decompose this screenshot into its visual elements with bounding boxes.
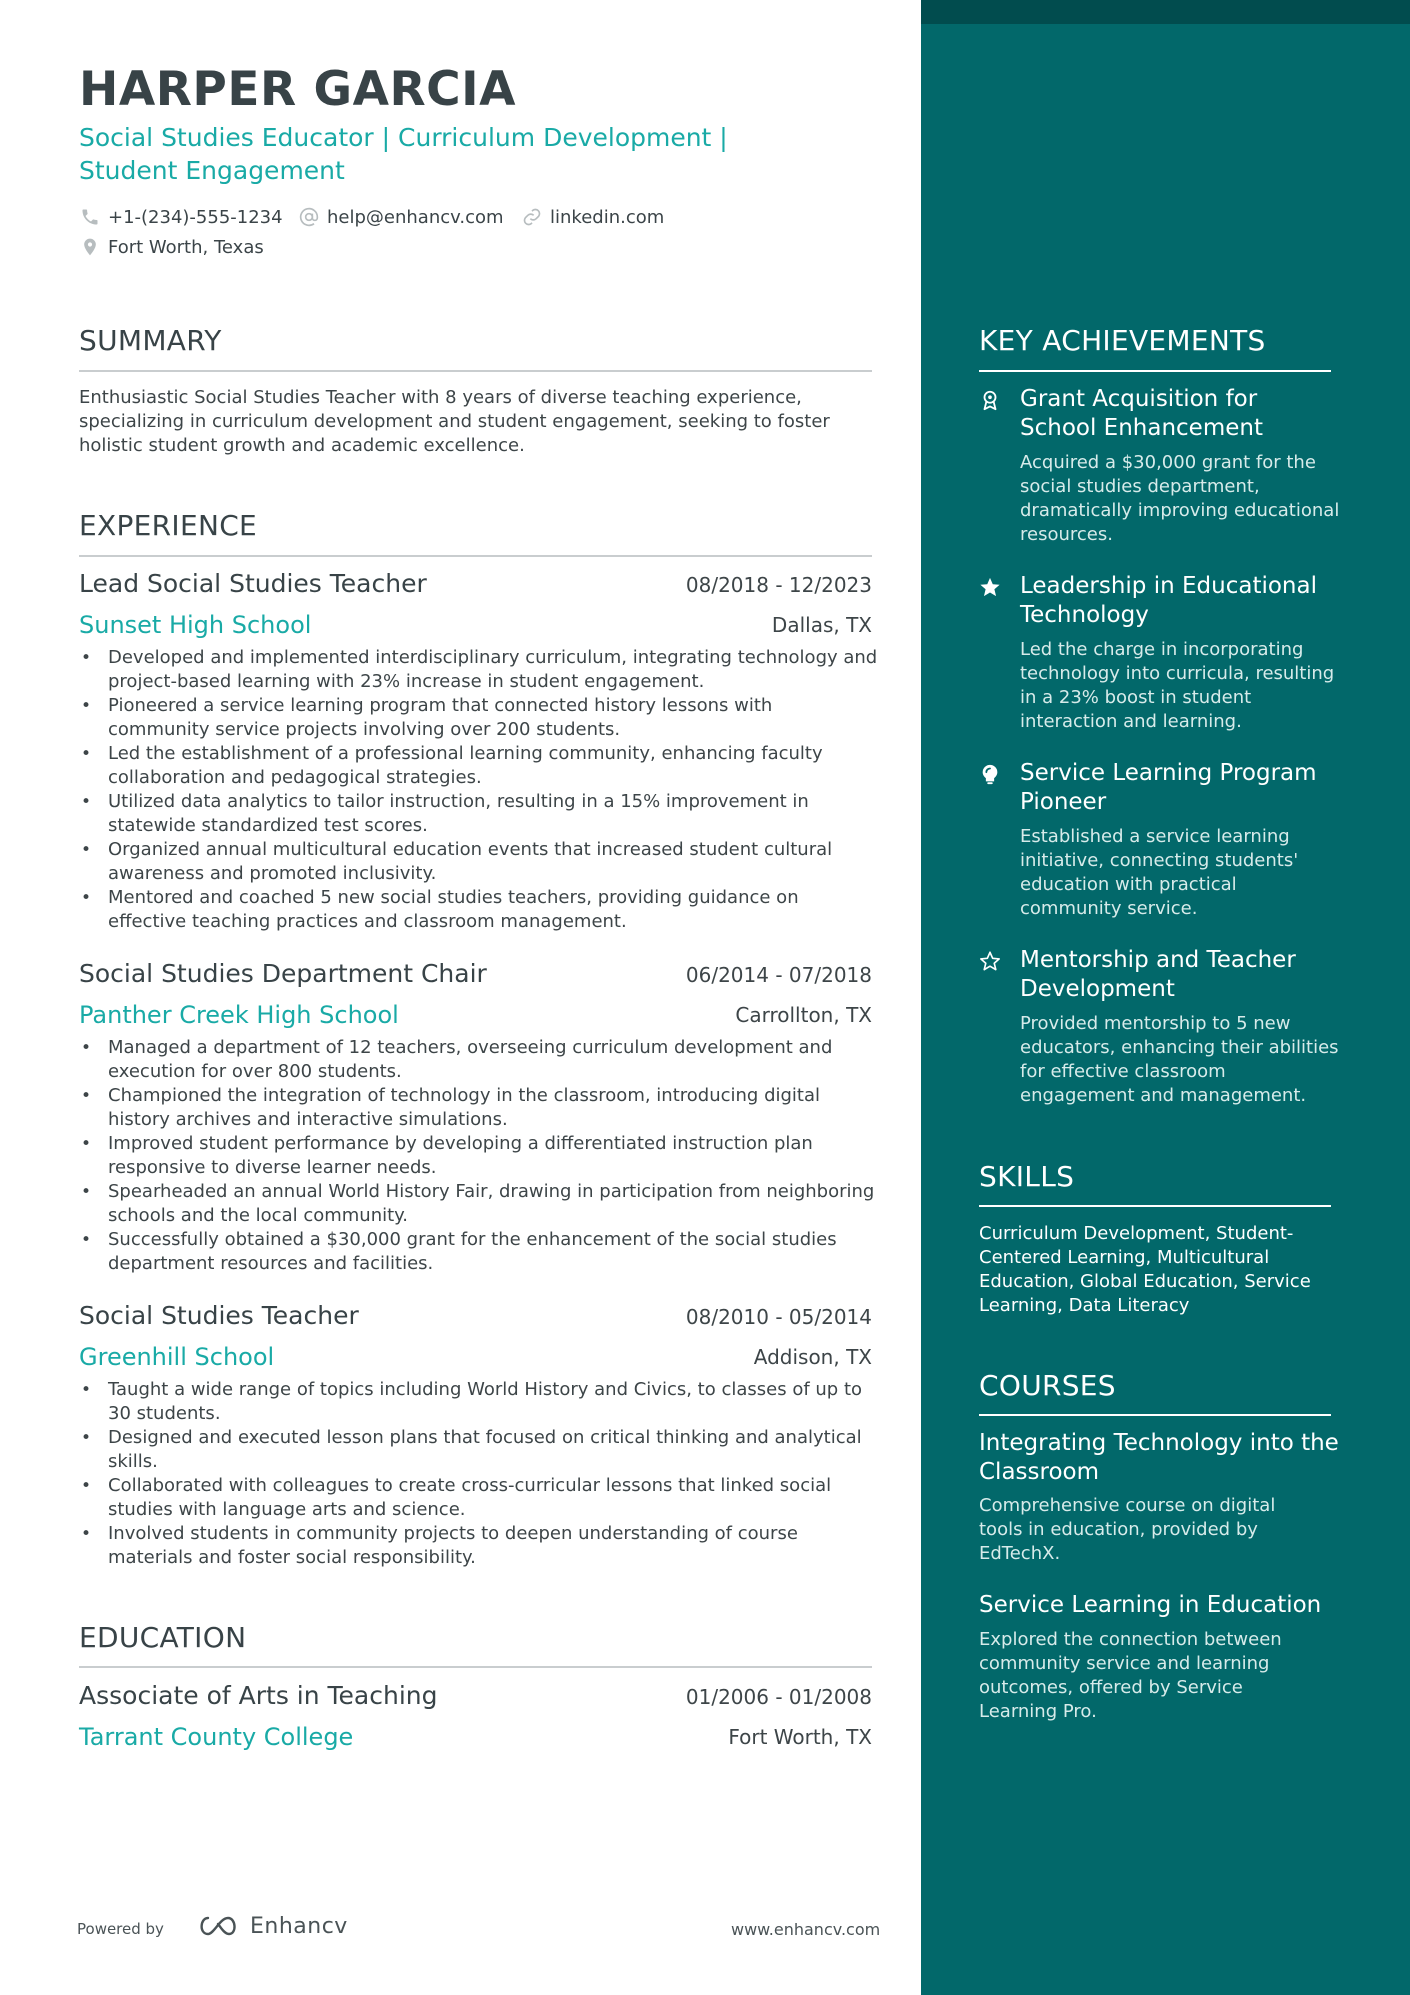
list-item: • Spearheaded an annual World History Fair, drawing in participation from neighboring schools and the local community.	[79, 1180, 879, 1228]
headline-line-1: Social Studies Educator | Curriculum Development |	[79, 123, 728, 152]
star-outline-icon	[979, 950, 1001, 972]
list-item: • Managed a department of 12 teachers, overseeing curriculum development and execution for over 800 students.	[79, 1036, 879, 1084]
skills-text: Curriculum Development, Student-Centered Learning, Multicultural Education, Global Education, Service Learning, Data Literacy	[979, 1223, 1311, 1316]
achievement-text: Established a service learning initiative, connecting students' education with practical community service.	[1020, 826, 1299, 919]
link-icon	[521, 206, 543, 228]
star-filled-icon	[979, 576, 1001, 598]
email-contact[interactable]	[298, 206, 504, 228]
course-title: Service Learning in Education	[979, 1592, 1322, 1618]
phone-contact	[79, 206, 283, 228]
job-bullets	[79, 1036, 879, 1276]
job-company: Sunset High School	[79, 611, 312, 639]
job-location: Addison, TX	[753, 1345, 872, 1369]
achievement-title: Mentorship and Teacher Development	[1020, 947, 1296, 1002]
achievement-text: Led the charge in incorporating technology into curricula, resulting in a 23% boost in student interaction and learning.	[1020, 639, 1335, 732]
link-text[interactable]: linkedin.com	[550, 206, 665, 228]
course-text: Comprehensive course on digital tools in education, provided by EdTechX.	[979, 1495, 1276, 1564]
at-sign-icon	[298, 206, 320, 228]
education-heading: EDUCATION	[79, 1621, 247, 1654]
location-contact	[79, 236, 264, 258]
job-dates: 08/2018 - 12/2023	[685, 573, 872, 597]
job-title: Social Studies Department Chair	[79, 959, 487, 988]
course-text: Explored the connection between community service and learning outcomes, offered by Service Learning Pro.	[979, 1629, 1282, 1722]
achievement-text: Provided mentorship to 5 new educators, enhancing their abilities for effective classroom engagement and management.	[1020, 1013, 1339, 1106]
course-title: Integrating Technology into the Classroom	[979, 1430, 1339, 1485]
job-dates: 06/2014 - 07/2018	[685, 963, 872, 987]
enhancv-logo-text: Enhancv	[250, 1913, 348, 1939]
education-divider	[79, 1666, 872, 1668]
job-bullets	[79, 1378, 879, 1570]
list-item: • Taught a wide range of topics including World History and Civics, to classes of up to 30 students.	[79, 1378, 879, 1426]
job-dates: 08/2010 - 05/2014	[685, 1305, 872, 1329]
school-name: Tarrant County College	[79, 1723, 354, 1751]
experience-heading: EXPERIENCE	[79, 509, 258, 542]
enhancv-logo[interactable]	[196, 1913, 348, 1939]
courses-divider	[979, 1414, 1331, 1416]
achievement-title: Leadership in Educational Technology	[1020, 573, 1317, 628]
job-company: Panther Creek High School	[79, 1001, 399, 1029]
location-text: Fort Worth, Texas	[108, 236, 264, 258]
job-title: Social Studies Teacher	[79, 1301, 359, 1330]
lightbulb-icon	[979, 763, 1001, 785]
sidebar	[921, 0, 1410, 1995]
list-item: • Led the establishment of a professional learning community, enhancing faculty collaboration and pedagogical strategies.	[79, 742, 879, 790]
enhancv-logo-icon	[196, 1913, 242, 1939]
job-location: Carrollton, TX	[735, 1003, 872, 1027]
list-item: • Pioneered a service learning program that connected history lessons with community service projects involving over 200 students.	[79, 694, 879, 742]
email-text[interactable]: help@enhancv.com	[327, 206, 504, 228]
achievement-title: Service Learning Program Pioneer	[1020, 760, 1317, 815]
job-company: Greenhill School	[79, 1343, 275, 1371]
job-bullets	[79, 646, 879, 934]
degree-title: Associate of Arts in Teaching	[79, 1681, 438, 1710]
list-item: • Collaborated with colleagues to create cross-curricular lessons that linked social studies with language arts and science.	[79, 1474, 879, 1522]
education-dates: 01/2006 - 01/2008	[685, 1685, 872, 1709]
achievement-text: Acquired a $30,000 grant for the social studies department, dramatically improving educational resources.	[1020, 452, 1340, 545]
list-item: • Involved students in community projects to deepen understanding of course materials and foster social responsibility.	[79, 1522, 879, 1570]
school-location: Fort Worth, TX	[728, 1725, 872, 1749]
skills-heading: SKILLS	[979, 1160, 1075, 1193]
location-pin-icon	[79, 236, 101, 258]
achievement-title: Grant Acquisition for School Enhancement	[1020, 386, 1263, 441]
sidebar-top-bar	[921, 0, 1410, 24]
powered-by-label: Powered by	[77, 1920, 164, 1938]
skills-divider	[979, 1205, 1331, 1207]
phone-icon	[79, 206, 101, 228]
achievements-divider	[979, 370, 1331, 372]
link-contact[interactable]	[521, 206, 664, 228]
list-item: • Successfully obtained a $30,000 grant for the enhancement of the social studies department resources and facilities.	[79, 1228, 879, 1276]
summary-heading: SUMMARY	[79, 324, 222, 357]
list-item: • Developed and implemented interdisciplinary curriculum, integrating technology and project-based learning with 23% increase in student engagement.	[79, 646, 879, 694]
achievements-heading: KEY ACHIEVEMENTS	[979, 324, 1266, 357]
award-icon	[979, 389, 1001, 411]
courses-heading: COURSES	[979, 1369, 1116, 1402]
list-item: • Designed and executed lesson plans that focused on critical thinking and analytical skills.	[79, 1426, 879, 1474]
list-item: • Improved student performance by developing a differentiated instruction plan responsive to diverse learner needs.	[79, 1132, 879, 1180]
phone-text: +1-(234)-555-1234	[108, 206, 283, 228]
footer-url[interactable]: www.enhancv.com	[731, 1920, 881, 1939]
list-item: • Utilized data analytics to tailor instruction, resulting in a 15% improvement in statewide standardized test scores.	[79, 790, 879, 838]
candidate-name: HARPER GARCIA	[79, 62, 517, 117]
list-item: • Organized annual multicultural education events that increased student cultural awareness and promoted inclusivity.	[79, 838, 879, 886]
headline-line-2: Student Engagement	[79, 156, 345, 185]
job-title: Lead Social Studies Teacher	[79, 569, 427, 598]
summary-text: Enthusiastic Social Studies Teacher with 8 years of diverse teaching experience, specializing in curriculum development and student engagement, seeking to foster holistic student growth and academic excellence.	[79, 387, 830, 456]
list-item: • Mentored and coached 5 new social studies teachers, providing guidance on effective teaching practices and classroom management.	[79, 886, 879, 934]
job-location: Dallas, TX	[771, 613, 872, 637]
list-item: • Championed the integration of technology in the classroom, introducing digital history archives and interactive simulations.	[79, 1084, 879, 1132]
experience-divider	[79, 555, 872, 557]
summary-divider	[79, 370, 872, 372]
